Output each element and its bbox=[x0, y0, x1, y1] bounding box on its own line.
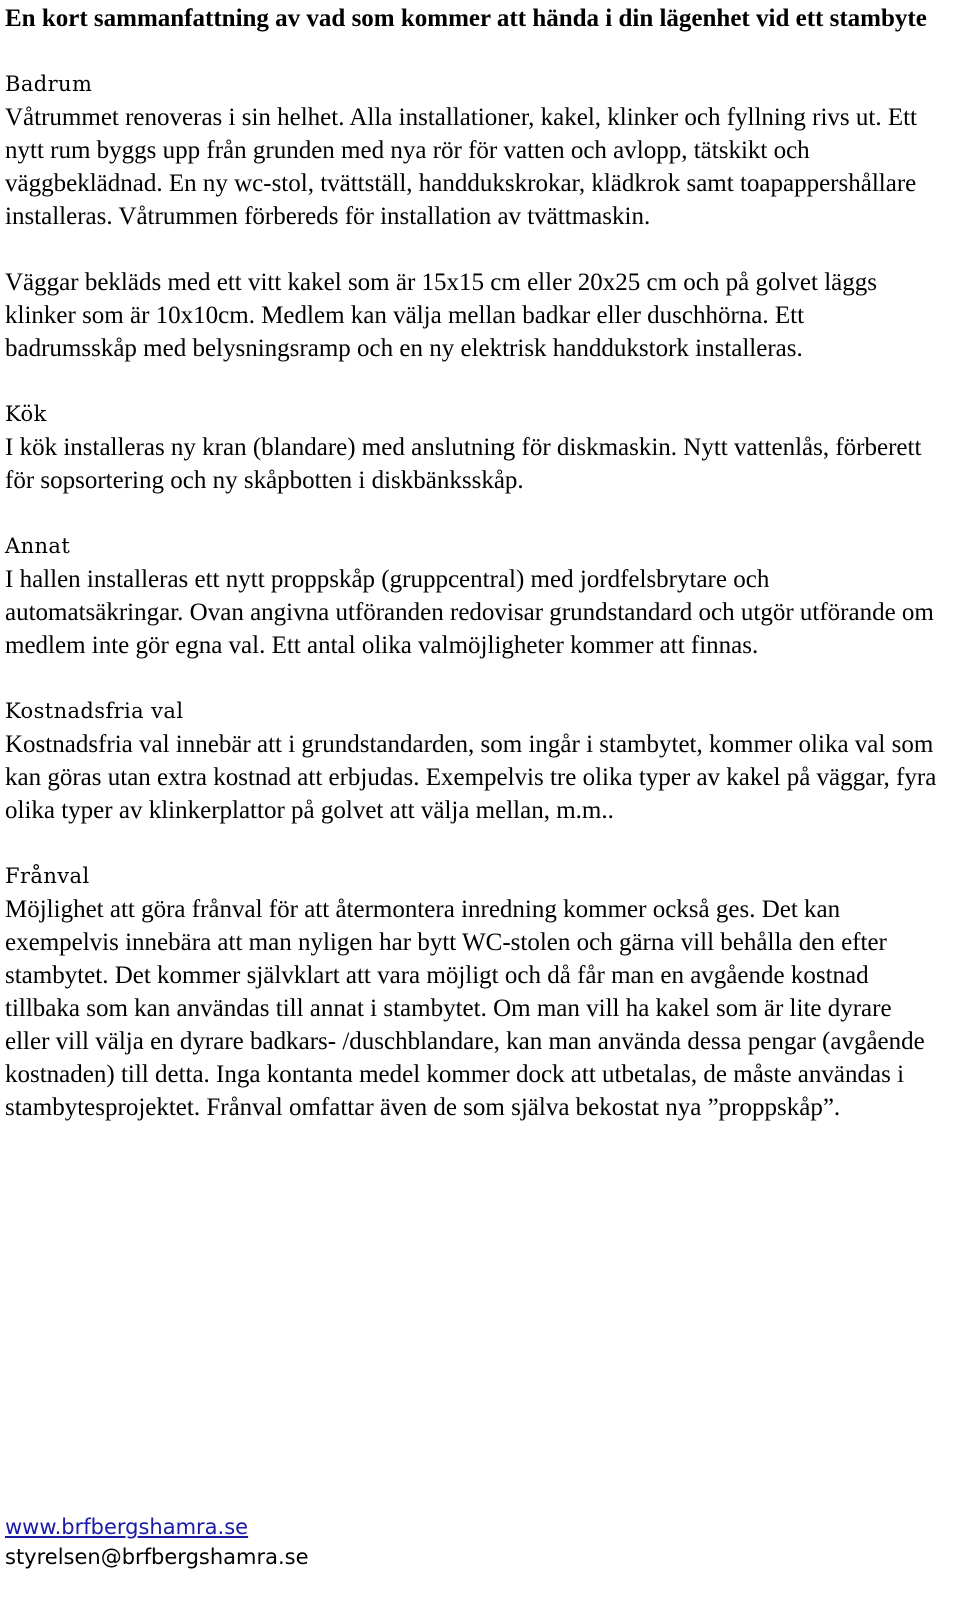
section-kok bbox=[5, 398, 940, 497]
paragraph-badrum-2: Väggar bekläds med ett vitt kakel som är 15x15 cm eller 20x25 cm och på golvet läggs klinker som är 10x10cm. Medlem kan välja mellan badkar eller duschhörna. Ett badrumsskåp med belysningsramp och en ny elektrisk handdukstork installeras. bbox=[5, 269, 877, 362]
website-link[interactable]: www.brfbergshamra.se bbox=[5, 1515, 249, 1539]
document-page bbox=[5, 0, 940, 1124]
document-title: En kort sammanfattning av vad som kommer att hända i din lägenhet vid ett stambyte bbox=[5, 5, 927, 32]
paragraph-annat-1: I hallen installeras ett nytt proppskåp (gruppcentral) med jordfelsbrytare och automatsäkringar. Ovan angivna utföranden redovisar grundstandard och utgör utförande om medlem inte gör egna val. Ett antal olika valmöjligheter kommer att finnas. bbox=[5, 566, 934, 659]
contact-email: styrelsen@brfbergshamra.se bbox=[5, 1545, 309, 1569]
section-heading-kostnadsfria-val: Kostnadsfria val bbox=[5, 699, 184, 723]
section-badrum bbox=[5, 68, 940, 365]
section-annat bbox=[5, 530, 940, 662]
section-heading-annat: Annat bbox=[5, 534, 71, 558]
section-heading-franval: Frånval bbox=[5, 864, 90, 888]
paragraph-kostnadsfria-val-1: Kostnadsfria val innebär att i grundstandarden, som ingår i stambytet, kommer olika val som kan göras utan extra kostnad att erbjudas. Exempelvis tre olika typer av kakel på väggar, fyra olika typer av klinkerplattor på golvet att välja mellan, m.m.. bbox=[5, 731, 937, 824]
section-franval bbox=[5, 860, 940, 1124]
paragraph-kok-1: I kök installeras ny kran (blandare) med anslutning för diskmaskin. Nytt vattenlås, förberett för sopsortering och ny skåpbotten i diskbänksskåp. bbox=[5, 434, 922, 494]
section-kostnadsfria-val bbox=[5, 695, 940, 827]
paragraph-badrum-1: Våtrummet renoveras i sin helhet. Alla installationer, kakel, klinker och fyllning rivs ut. Ett nytt rum byggs upp från grunden med nya rör för vatten och avlopp, tätskikt och väggbeklädnad. En ny wc-stol, tvättställ, handdukskrokar, klädkrok samt toapappershållare installeras. Våtrummen förbereds för installation av tvättmaskin. bbox=[5, 104, 917, 230]
footer bbox=[5, 1512, 309, 1572]
paragraph-franval-1: Möjlighet att göra frånval för att återmontera inredning kommer också ges. Det kan exempelvis innebära att man nyligen har bytt WC-stolen och gärna vill behålla den efter stambytet. Det kommer självklart att vara möjligt och då får man en avgående kostnad tillbaka som kan användas till annat i stambytet. Om man vill ha kakel som är lite dyrare eller vill välja en dyrare badkars- /duschblandare, kan man använda dessa pengar (avgående kostnaden) till detta. Inga kontanta medel kommer dock att utbetalas, de måste användas i stambytesprojektet. Frånval omfattar även de som själva bekostat nya ”proppskåp”. bbox=[5, 896, 925, 1121]
section-heading-badrum: Badrum bbox=[5, 72, 93, 96]
section-heading-kok: Kök bbox=[5, 402, 47, 426]
